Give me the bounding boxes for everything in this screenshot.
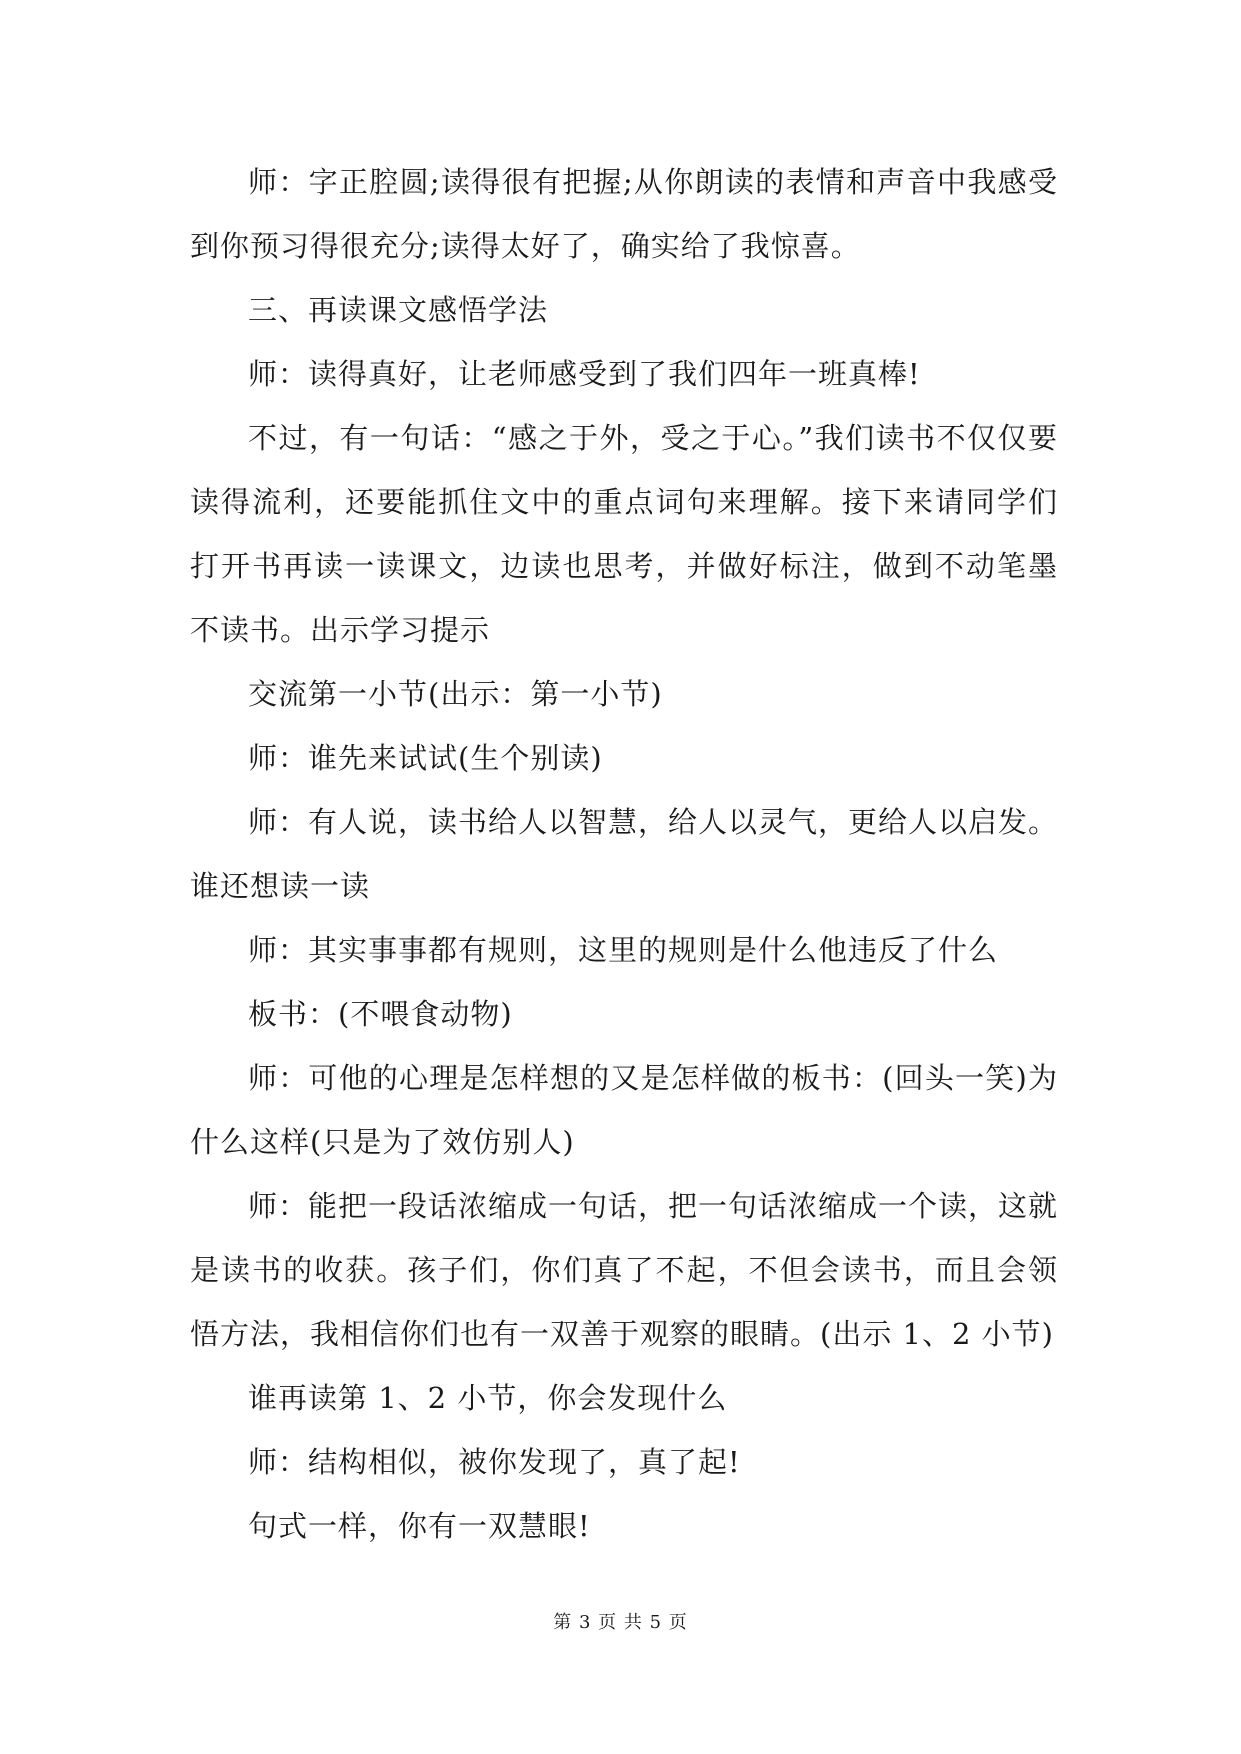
page-footer (0, 1611, 1241, 1635)
paragraph: 师：结构相似，被你发现了，真了起! (248, 1445, 741, 1479)
paragraph: 师：读得真好，让老师感受到了我们四年一班真棒! (248, 357, 921, 391)
paragraph: 交流第一小节(出示：第一小节) (248, 677, 663, 711)
paragraph: 师：能把一段话浓缩成一句话，把一句话浓缩成一个读，这就是读书的收获。孩子们，你们真了不起，不但会读书，而且会领悟方法，我相信你们也有一双善于观察的眼睛。(出示 1、2 小节) (190, 1189, 1059, 1351)
paragraph: 师：其实事事都有规则，这里的规则是什么他违反了什么 (248, 933, 999, 967)
page-number-label: 第 3 页 共 5 页 (553, 1612, 688, 1633)
paragraph: 师：可他的心理是怎样想的又是怎样做的板书：(回头一笑)为什么这样(只是为了效仿别人) (190, 1061, 1058, 1159)
paragraph: 不过，有一句话：“感之于外，受之于心。”我们读书不仅仅要读得流利，还要能抓住文中的重点词句来理解。接下来请同学们打开书再读一读课文，边读也思考，并做好标注，做到不动笔墨不读书。出示学习提示 (190, 421, 1058, 647)
paragraph: 板书：(不喂食动物) (248, 997, 513, 1031)
paragraph: 谁再读第 1、2 小节，你会发现什么 (248, 1381, 728, 1415)
paragraph: 师：谁先来试试(生个别读) (248, 741, 603, 775)
paragraph: 师：字正腔圆;读得很有把握;从你朗读的表情和声音中我感受到你预习得很充分;读得太好了，确实给了我惊喜。 (190, 165, 1058, 263)
paragraph: 句式一样，你有一双慧眼! (248, 1509, 591, 1543)
document-body (190, 150, 1058, 1558)
paragraph: 师：有人说，读书给人以智慧，给人以灵气，更给人以启发。谁还想读一读 (190, 805, 1059, 903)
section-heading: 三、再读课文感悟学法 (248, 293, 549, 327)
